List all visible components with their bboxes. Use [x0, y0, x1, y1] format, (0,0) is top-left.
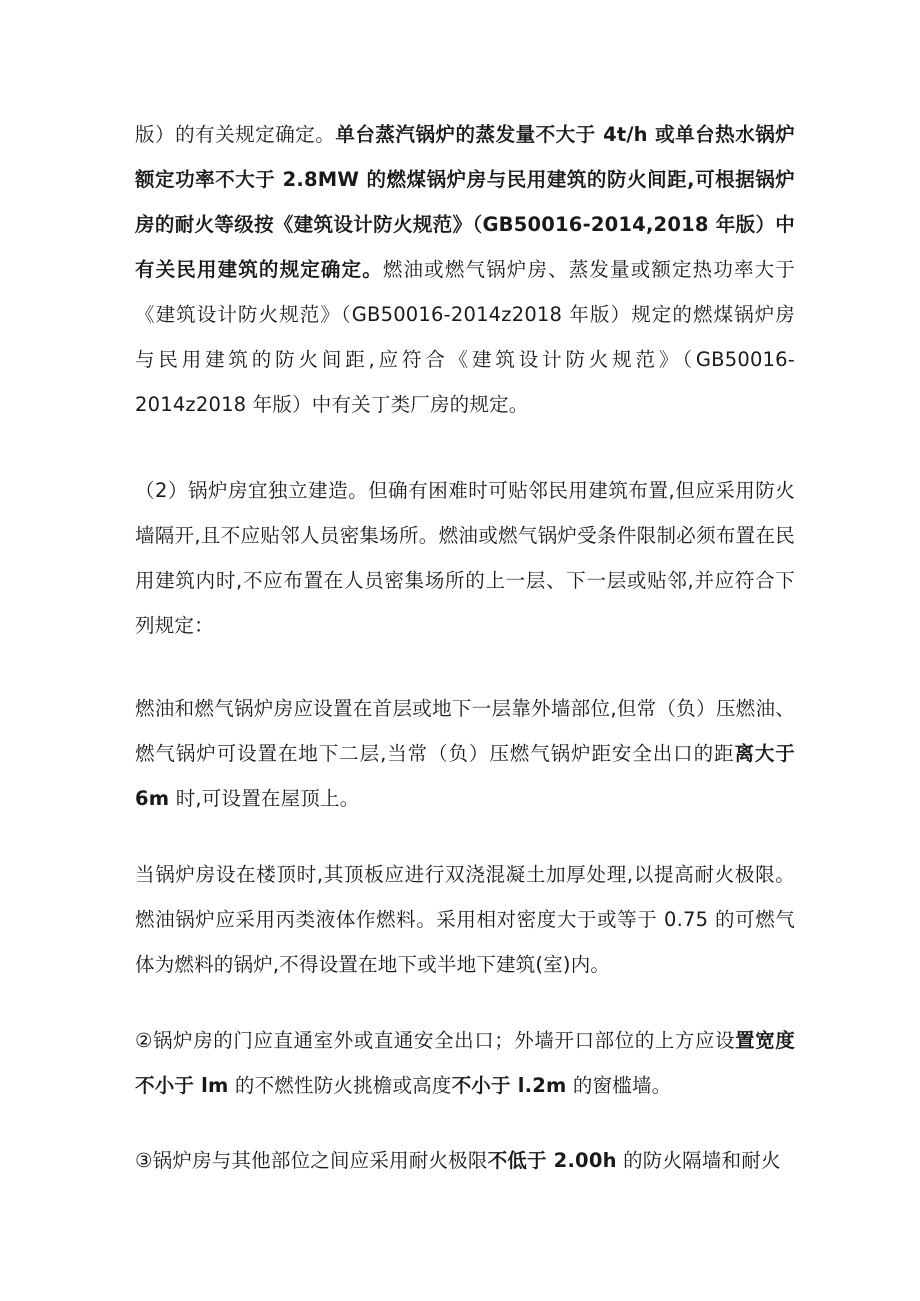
text-segment: ②锅炉房的门应直通室外或直通安全出口；外墙开口部位的上方应设	[135, 1029, 736, 1052]
paragraph-floor-placement	[135, 686, 795, 821]
text-segment-bold: 离大于 6m	[135, 742, 795, 810]
text-segment-bold: 单台蒸汽锅炉的蒸发量不大于 4t/h 或单台热水锅炉额定功率不大于 2.8MW 的燃煤锅炉房与民用建筑的防火间距,可根据锅炉房的耐火等级按《建筑设计防火规范》（GB50016-2014,2018 年版）中有关民用建筑的规定确定。	[135, 123, 795, 281]
text-segment-bold: 置宽度不小于 lm	[135, 1029, 796, 1097]
paragraph-fire-partition	[135, 1138, 795, 1183]
text-segment: 燃油或燃气锅炉房、蒸发量或额定热功率大于《建筑设计防火规范》（GB50016-2014z2018 年版）规定的燃煤锅炉房与民用建筑的防火间距,应符合《建筑设计防火规范》（GB50016-2014z2018 年版）中有关丁类厂房的规定。	[135, 258, 795, 416]
paragraph-doors-and-eaves	[135, 1018, 795, 1108]
text-segment: ③锅炉房与其他部位之间应采用耐火极限	[135, 1149, 488, 1172]
text-segment: （2）锅炉房宜独立建造。但确有困难时可贴邻民用建筑布置,但应采用防火墙隔开,且不应贴邻人员密集场所。燃油或燃气锅炉受条件限制必须布置在民用建筑内时,不应布置在人员密集场所的上一层、下一层或贴邻,并应符合下列规定：	[135, 479, 795, 637]
text-segment: 时,可设置在屋顶上。	[169, 787, 360, 810]
text-segment: 的窗槛墙。	[566, 1074, 672, 1097]
text-segment: 当锅炉房设在楼顶时,其顶板应进行双浇混凝土加厚处理,以提高耐火极限。燃油锅炉应采用丙类液体作燃料。采用相对密度大于或等于 0.75 的可燃气体为燃料的锅炉,不得设置在地下或半地下建筑(室)内。	[135, 863, 795, 976]
paragraph-boiler-spacing	[135, 112, 795, 427]
paragraph-boiler-room-location	[135, 468, 795, 648]
text-segment: 的不燃性防火挑檐或高度	[228, 1074, 452, 1097]
text-segment: 燃油和燃气锅炉房应设置在首层或地下一层靠外墙部位,但常（负）压燃油、燃气锅炉可设置在地下二层,当常（负）压燃气锅炉距安全出口的距	[135, 697, 795, 765]
paragraph-roof-and-fuel	[135, 852, 795, 987]
text-segment: 版）的有关规定确定。	[135, 123, 336, 146]
text-segment-bold: 不小于 l.2m	[451, 1074, 567, 1097]
text-segment-bold: 不低于 2.00h	[487, 1149, 617, 1172]
text-segment: 的防火隔墙和耐火	[616, 1149, 781, 1172]
